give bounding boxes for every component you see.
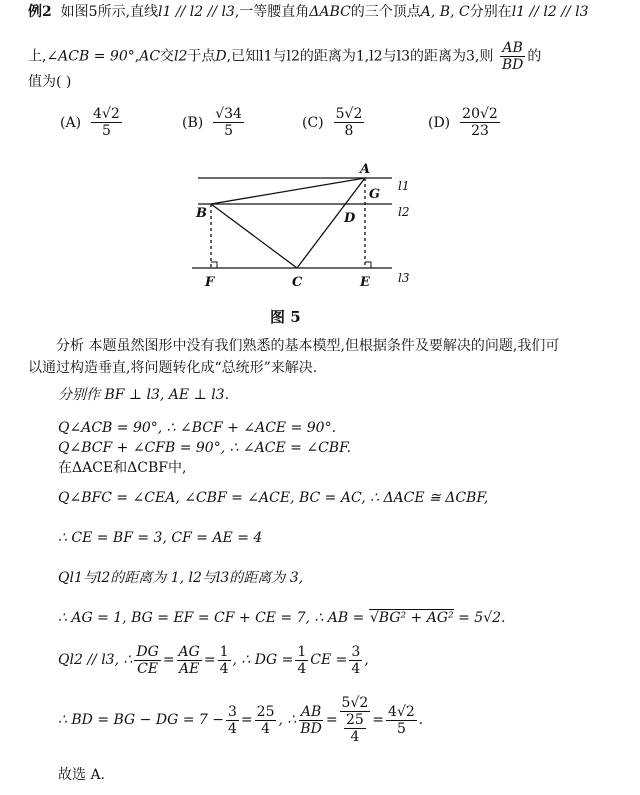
fraction <box>349 644 362 677</box>
frac-den: 4 <box>219 660 229 677</box>
fraction <box>295 644 308 677</box>
frac-num: 25 <box>256 703 275 720</box>
math-text: Ql2 // l3, ∴ <box>58 652 133 668</box>
solution-step-8 <box>58 608 505 628</box>
fraction <box>386 704 417 737</box>
fraction <box>134 644 160 677</box>
angle-expr: ∠ACB = 90° <box>46 48 135 65</box>
frac-den: 4 <box>228 720 237 737</box>
compound-fraction <box>340 695 371 745</box>
fraction <box>177 644 202 677</box>
frac-den: CE <box>137 660 159 677</box>
text-run: 的三个顶点 <box>350 4 421 20</box>
analysis-line-1: 分析 本题虽然图形中没有我们熟悉的基本模型,但根据条件及要解决的问题,我们可 <box>56 338 560 354</box>
text-run: ,一等腰直角 <box>234 4 310 20</box>
parallel-lines: l1 // l2 // l3 <box>511 4 589 20</box>
frac-num: 3 <box>351 643 361 660</box>
math-text: = 5√2. <box>453 610 506 626</box>
frac-num: 5√2 <box>341 695 369 711</box>
frac-num: AB <box>300 703 322 720</box>
parallel-lines: l1 // l2 // l3 <box>158 4 235 20</box>
frac-num: 4√2 <box>388 703 415 720</box>
example-label: 例2 <box>28 4 52 20</box>
frac-num: DG <box>136 643 159 660</box>
math-text: 分别作 BF ⊥ l3, AE ⊥ l3. <box>58 387 230 403</box>
frac-den: 4 <box>351 660 361 677</box>
label-line-l2: l2 <box>398 205 410 219</box>
sqrt-expr: √BG² + AG² <box>369 610 454 626</box>
text-run: ,已知 <box>226 48 260 65</box>
frac-num: 20√2 <box>462 106 498 122</box>
label-point-f: F <box>205 275 215 290</box>
frac-num: 3 <box>228 703 237 720</box>
text-run: 交 <box>160 48 175 65</box>
solution-step-10: ∴ BD = BG − DG = 7 − $\frac{3}{4}$ = $\frac{25}{4}$ , ∴ $\frac{AB}{BD}$ = $\frac{5√2}{\frac{25}{4}}$ = $\frac{4√2}{5}$ . <box>58 695 424 745</box>
solution-step-6 <box>58 528 262 548</box>
label-point-c: C <box>292 275 303 290</box>
frac-num: 5√2 <box>335 106 363 122</box>
option-label: (A) <box>60 114 82 131</box>
frac-den: 4 <box>350 729 360 745</box>
point-var: D <box>215 48 227 65</box>
text-run: 的 <box>527 48 542 65</box>
math-text: Q∠BCF + ∠CFB = 90°, ∴ ∠ACE = ∠CBF. <box>58 440 352 456</box>
text-run: 于点 <box>187 48 216 65</box>
label-point-a: A <box>360 162 371 177</box>
math-text: . <box>418 712 424 728</box>
text-run: l1与l2的距离为1, <box>259 48 370 65</box>
triangle-name: ΔABC <box>309 4 351 20</box>
solution-step-9: Ql2 // l3, ∴ $\frac{DG}{CE}$ = $\frac{AG}{AE}$ = $\frac{1}{4}$ , ∴ DG = $\frac{1}{4}$ CE = $\frac{3}{4}$ , <box>58 643 369 677</box>
inner-fraction <box>344 712 366 745</box>
math-text: ∴ BD = BG − DG = 7 − <box>58 712 224 728</box>
math-text: , ∴ <box>278 712 297 728</box>
segment-ab <box>211 178 365 204</box>
text-run: , <box>134 48 140 65</box>
fraction <box>255 704 277 737</box>
math-text: ∴ AG = 1, BG = EF = CF + CE = 7, ∴ AB = <box>58 610 369 626</box>
text-run: l2与l3的距离为3,则 <box>369 48 494 65</box>
frac-den: 5 <box>224 123 234 139</box>
frac-den <box>340 712 370 745</box>
fraction <box>226 704 239 737</box>
option-label: (C) <box>302 114 324 131</box>
frac-den: 5 <box>396 720 406 737</box>
frac-den: BD <box>300 720 322 737</box>
problem-line-3: 值为( ) <box>28 74 72 90</box>
frac-num: AG <box>178 643 200 660</box>
right-angle-e <box>365 262 371 268</box>
frac-num: √34 <box>215 106 242 122</box>
label-line-l1: l1 <box>398 179 410 193</box>
option-label: (D) <box>428 114 451 131</box>
conclusion: 故选 A. <box>58 767 106 783</box>
frac-num: 25 <box>346 712 364 728</box>
math-text: , <box>364 652 369 668</box>
frac-den: 4 <box>297 660 307 677</box>
solution-step-1 <box>58 385 229 405</box>
option-label: (B) <box>182 114 204 131</box>
label-point-e: E <box>360 275 370 290</box>
frac-num: 1 <box>219 643 229 660</box>
vertices: A, B, C <box>420 4 470 20</box>
math-text: Q∠BFC = ∠CEA, ∠CBF = ∠ACE, BC = AC, ∴ ΔACE ≅ ΔCBF, <box>58 490 489 506</box>
label-point-b: B <box>196 206 207 221</box>
segment-bc <box>211 204 297 268</box>
label-line-l3: l3 <box>398 271 410 285</box>
math-text: Q∠ACB = 90°, ∴ ∠BCF + ∠ACE = 90°. <box>58 420 337 436</box>
frac-num: 1 <box>297 643 307 660</box>
right-angle-f <box>211 262 217 268</box>
fraction <box>298 704 324 737</box>
math-text: Ql1与l2的距离为 1, l2与l3的距离为 3, <box>58 570 304 586</box>
solution-step-2 <box>58 418 336 438</box>
solution-step-3 <box>58 438 351 458</box>
math-text: CE = <box>310 652 348 668</box>
solution-step-4: 在ΔACE和ΔCBF中, <box>58 460 187 476</box>
fraction <box>218 644 231 677</box>
label-point-g: G <box>369 187 381 202</box>
math-text: , ∴ DG = <box>232 652 294 668</box>
frac-num: 4√2 <box>93 106 120 122</box>
line-var: l2 <box>174 48 188 65</box>
frac-num: AB <box>502 40 523 56</box>
label-point-d: D <box>344 211 356 226</box>
text-run: 上, <box>28 48 47 65</box>
solution-step-7 <box>58 568 303 588</box>
frac-den: 5 <box>101 123 111 139</box>
math-text: ∴ CE = BF = 3, CF = AE = 4 <box>58 530 263 546</box>
text-run: 如图5所示,直线 <box>60 4 159 20</box>
text-run: 分别在 <box>469 4 512 20</box>
frac-den: AE <box>179 660 200 677</box>
figure-caption: 图 5 <box>270 308 301 326</box>
frac-den: 23 <box>471 123 489 139</box>
frac-den: 8 <box>344 123 354 139</box>
segment: AC <box>139 48 161 65</box>
frac-den: BD <box>501 57 524 73</box>
geometry-figure <box>0 0 640 300</box>
analysis-line-2: 以通过构造垂直,将问题转化成“总统形”来解决. <box>28 360 318 376</box>
solution-step-5 <box>58 488 488 508</box>
frac-den: 4 <box>261 720 271 737</box>
